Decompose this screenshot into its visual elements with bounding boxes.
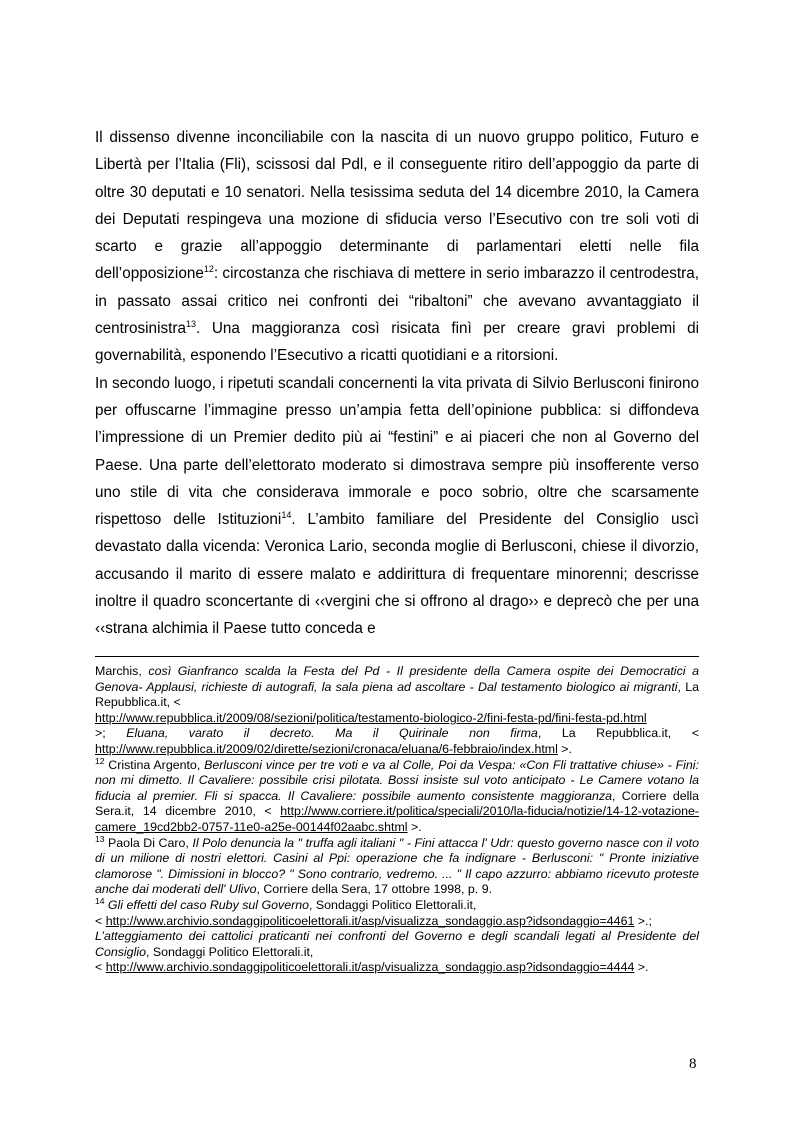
fn-cont-source-2: , La Repubblica.it, < — [537, 726, 699, 741]
paragraph-2 — [95, 370, 699, 643]
footnote-12 — [95, 755, 700, 836]
fn-cont-title: così Gianfranco scalda la Festa del Pd - Il presidente della Camera ospite dei Democratici a Genova- Applausi, richieste di autografi, la sala piena ad ascoltare - Dal testamento biologico ai migranti — [95, 664, 699, 694]
fn12-source: , Corriere della Sera.it, 14 dicembre 2010, < — [95, 788, 699, 819]
paragraph-2-text-b: . L’ambito familiare del Presidente del Consiglio uscì devastato dalla vicenda: Veronica Lario, seconda moglie di Berlusconi, chiese il divorzio, accusando il marito di essere malato e addirittura di frequentare minorenni; descrisse inoltre il quadro sconcertante di ‹‹vergini che si offrono al drago›› e deprecò che per una ‹‹strana alchimia il Paese tutto conceda e — [95, 511, 700, 638]
fn14-link-1[interactable]: http://www.archivio.sondaggipoliticoelettorali.it/asp/visualizza_sondaggio.asp?idsondaggio=4461 — [105, 913, 635, 928]
paragraph-1 — [95, 124, 699, 370]
fn14-title-2: L’atteggiamento dei cattolici praticanti nei confronti del Governo e degli scandali legati al Presidente del Consiglio — [95, 929, 699, 959]
fn14-link-2[interactable]: http://www.archivio.sondaggipoliticoelettorali.it/asp/visualizza_sondaggio.asp?idsondaggio=4444 — [105, 960, 635, 975]
paragraph-1-text-b: : circostanza che rischiava di mettere in serio imbarazzo il centrodestra, in passato assai critico nei confronti dei “ribaltoni” che avevano avvantaggiato il centrosinistra — [95, 265, 699, 338]
fn13-author: Paola Di Caro, — [104, 835, 193, 850]
fn-cont-link-2[interactable]: http://www.repubblica.it/2009/02/dirette/sezioni/cronaca/eluana/6-febbraio/index.html — [95, 741, 558, 756]
main-text — [95, 124, 699, 643]
footnote-continuation — [95, 664, 699, 758]
fn14-pre-url-2: < — [95, 960, 106, 975]
fn-cont-link-1[interactable]: http://www.repubblica.it/2009/08/sezioni/politica/testamento-biologico-2/fini-festa-pd/fini-festa-pd.html — [95, 710, 647, 725]
paragraph-1-text-a: Il dissenso divenne inconciliabile con la nascita di un nuovo gruppo politico, Futuro e Libertà per l’Italia (Fli), scissosi dal Pdl, e il conseguente ritiro dell’appoggio da parte di oltre 30 deputati e 10 senatori. Nella tesissima seduta del 14 dicembre 2010, la Camera dei Deputati respingeva una mozione di sfiducia verso l’Esecutivo con tre soli voti di scarto e grazie all’appoggio determinante di parlamentari eletti nelle fila dell’opposizione — [95, 129, 699, 283]
fn12-title: Berlusconi vince per tre voti e va al Colle, Poi da Vespa: «Con Fli trattative chiuse» - Fini: non mi dimetto. Il Cavaliere: possibile crisi pilotata. Bossi insiste sul voto anticipato - Le Camere votano la fiducia al premier. Fli si spacca. Il Cavaliere: possibile aumento consistente maggioranza — [95, 757, 700, 803]
fn13-source: , Corriere della Sera, 17 ottobre 1998, p. 9. — [256, 882, 493, 897]
fn-cont-source: , La Repubblica.it, < — [95, 679, 699, 710]
fn14-title-1: Gli effetti del caso Ruby sul Governo — [104, 897, 310, 912]
fn14-post-url-1: >.; — [634, 913, 652, 928]
paragraph-1-text-c: . Una maggioranza così risicata finì per creare gravi problemi di governabilità, esponendo l’Esecutivo a ricatti quotidiani e a ritorsioni. — [95, 320, 699, 365]
footnote-ref-14[interactable]: 14 — [281, 510, 292, 521]
fn12-end: >. — [407, 819, 422, 834]
fn-cont-author: Marchis, — [95, 664, 149, 678]
fn12-author: Cristina Argento, — [104, 757, 205, 772]
fn-cont-mid: >; — [95, 726, 127, 741]
fn14-pre-url-1: < — [95, 913, 106, 928]
footnotes — [95, 664, 699, 976]
fn-cont-title-2: Eluana, varato il decreto. Ma il Quirinale non firma — [126, 726, 538, 741]
footnote-14-number: 14 — [95, 895, 105, 906]
fn14-source-1: , Sondaggi Politico Elettorali.it, — [309, 897, 477, 912]
footnote-separator — [95, 656, 699, 657]
paragraph-2-text-a: In secondo luogo, i ripetuti scandali concernenti la vita privata di Silvio Berlusconi finirono per offuscarne l’immagine presso un’ampia fetta dell’opinione pubblica: si diffondeva l’impressione di un Premier dedito più ai “festini” e ai piaceri che non al Governo del Paese. Una parte dell’elettorato moderato si dimostrava sempre più insofferente verso uno stile di vita che considerava immorale e poco sobrio, oltre che scarsamente rispettoso delle Istituzioni — [95, 374, 699, 529]
footnote-13-number: 13 — [95, 833, 105, 844]
fn14-post-url-2: >. — [634, 960, 649, 975]
fn-cont-end: >. — [557, 741, 572, 756]
page-number: 8 — [689, 1056, 697, 1072]
fn14-source-2: , Sondaggi Politico Elettorali.it, — [145, 944, 314, 959]
footnote-12-number: 12 — [95, 755, 105, 766]
footnote-14 — [95, 895, 699, 976]
footnote-ref-12[interactable]: 12 — [203, 264, 214, 275]
footnote-13 — [95, 833, 699, 898]
fn13-title: Il Polo denuncia la " truffa agli italiani " - Fini attacca l' Udr: questo governo nasce con il voto di un milione di nostri elettori. Casini al Ppi: operazione che fa indignare - Berlusconi: " Pronte iniziative clamorose ". Dimissioni in blocco? " Sono contrario, vedremo. ... " Il capo azzurro: abbiamo ricevuto proteste anche dai moderati dell' Ulivo — [95, 835, 699, 897]
fn12-link[interactable]: http://www.corriere.it/politica/speciali/2010/la-fiducia/notizie/14-12-votazione-camere_19cd2bb2-0757-11e0-a25e-00144f02aabc.shtml — [95, 804, 699, 834]
footnote-ref-13[interactable]: 13 — [185, 318, 196, 329]
